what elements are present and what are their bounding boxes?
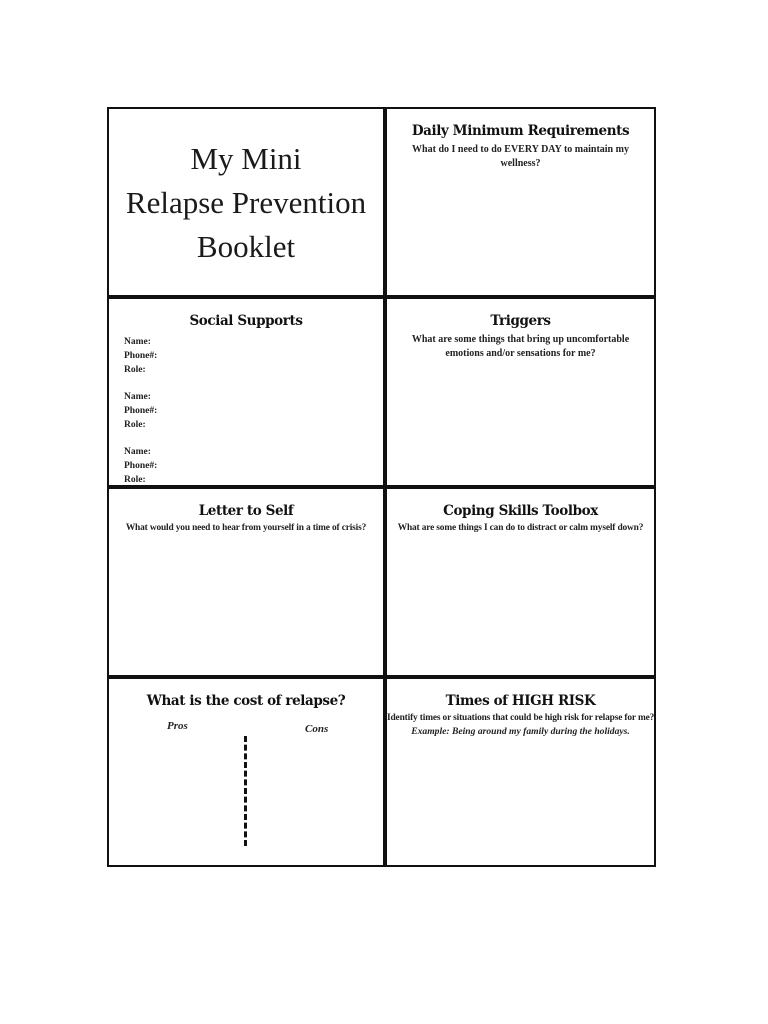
- high-risk-prompt: Identify times or situations that could be high risk for relapse for me?: [387, 713, 654, 723]
- daily-minimum-panel: [387, 109, 654, 299]
- cost-of-relapse-title: What is the cost of relapse?: [146, 693, 346, 709]
- triggers-title: Triggers: [490, 313, 551, 329]
- contact-phone-label: Phone#:: [124, 461, 158, 471]
- pros-cons-area: [109, 709, 383, 849]
- contact-name-label: Name:: [124, 447, 151, 457]
- letter-to-self-title: Letter to Self: [198, 503, 294, 519]
- letter-to-self-panel: [109, 489, 387, 679]
- high-risk-panel: [387, 679, 654, 865]
- contact-role-label: Role:: [124, 420, 146, 430]
- contact-name-label: Name:: [124, 392, 151, 402]
- triggers-prompt: What are some things that bring up uncomfortable emotions and/or sensations for me?: [411, 334, 630, 359]
- coping-skills-title: Coping Skills Toolbox: [443, 503, 598, 519]
- contact-role-label: Role:: [124, 365, 146, 375]
- high-risk-example: Example: Being around my family during the holidays.: [411, 726, 630, 737]
- contact-entry: [124, 390, 383, 432]
- cons-label: Cons: [305, 723, 329, 735]
- cost-of-relapse-panel: [109, 679, 387, 865]
- social-supports-panel: [109, 299, 387, 489]
- contact-entry: [124, 445, 383, 487]
- social-supports-title: Social Supports: [189, 313, 303, 329]
- cover-panel: [109, 109, 387, 299]
- triggers-panel: [387, 299, 654, 489]
- contact-list: [109, 335, 383, 487]
- coping-skills-prompt: What are some things I can do to distract or calm myself down?: [397, 523, 644, 533]
- contact-phone-label: Phone#:: [124, 351, 158, 361]
- booklet-title-line-3: Booklet: [196, 229, 296, 264]
- contact-role-label: Role:: [124, 475, 146, 485]
- contact-name-label: Name:: [124, 337, 151, 347]
- booklet-title-line-1: My Mini: [190, 141, 302, 176]
- high-risk-title: Times of HIGH RISK: [445, 693, 596, 709]
- booklet-page: [107, 107, 656, 867]
- contact-entry: [124, 335, 383, 377]
- contact-phone-label: Phone#:: [124, 406, 158, 416]
- booklet-title: [109, 137, 383, 269]
- pros-cons-divider: [244, 736, 247, 846]
- daily-minimum-prompt: What do I need to do EVERY DAY to maintain my wellness?: [412, 144, 629, 169]
- daily-minimum-title: Daily Minimum Requirements: [411, 123, 630, 139]
- pros-label: Pros: [167, 720, 188, 732]
- letter-to-self-prompt: What would you need to hear from yourself in a time of crisis?: [125, 523, 367, 533]
- booklet-title-line-2: Relapse Prevention: [125, 185, 367, 220]
- coping-skills-panel: [387, 489, 654, 679]
